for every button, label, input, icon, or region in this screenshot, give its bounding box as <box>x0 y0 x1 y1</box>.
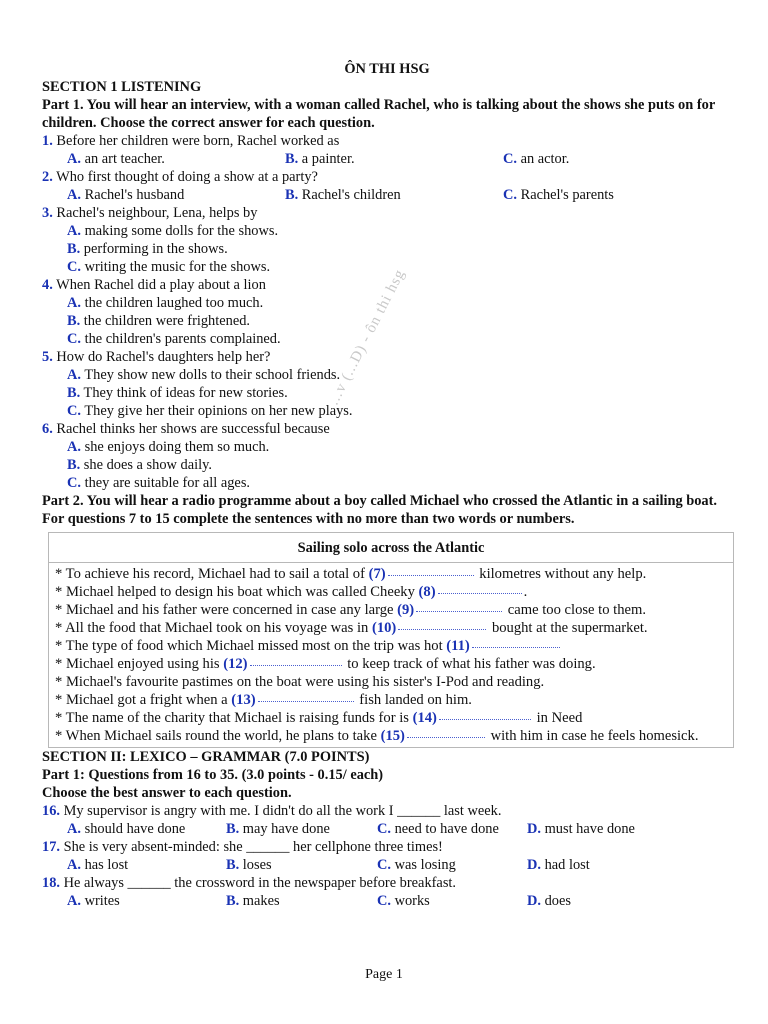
document-title: ÔN THI HSG <box>344 61 430 77</box>
section2-questions <box>42 802 732 910</box>
blank-number: (9) <box>397 602 415 618</box>
option <box>42 474 732 492</box>
question-stem: 16. My supervisor is angry with me. I didn't do all the work I ______ last week. <box>42 803 502 819</box>
option-text: A. the children laughed too much. <box>67 295 264 311</box>
option-letter: B. <box>226 821 240 837</box>
blank-number: (11) <box>446 638 470 654</box>
option-text: C. they are suitable for all ages. <box>67 475 251 491</box>
option-text: B. she does a show daily. <box>67 457 212 473</box>
document-page <box>42 60 732 910</box>
option-letter: A. <box>67 367 81 383</box>
question-stem: 17. She is very absent-minded: she ______ her cellphone three times! <box>42 839 443 855</box>
option-letter: A. <box>67 295 81 311</box>
option-row <box>42 820 732 838</box>
watermark: ...v (...D) - ôn thi hsg <box>325 266 409 408</box>
option: B. Rachel's children <box>285 187 401 203</box>
option-text: B. the children were frightened. <box>67 313 251 329</box>
option: B. may have done <box>226 821 330 837</box>
option: A. has lost <box>67 857 129 873</box>
option-letter: A. <box>67 439 81 455</box>
question-number: 17. <box>42 839 60 855</box>
option <box>42 330 732 348</box>
blank-line <box>388 574 474 576</box>
option: C. an actor. <box>503 151 570 167</box>
option: D. must have done <box>527 821 635 837</box>
option: A. an art teacher. <box>67 151 165 167</box>
option: C. Rachel's parents <box>503 187 614 203</box>
section2-part1: Part 1: Questions from 16 to 35. (3.0 points - 0.15/ each) <box>42 767 384 783</box>
option-letter: A. <box>67 857 81 873</box>
option-text: A. she enjoys doing them so much. <box>67 439 270 455</box>
blank-line <box>250 664 342 666</box>
option-letter: A. <box>67 893 81 909</box>
question-number: 3. <box>42 205 53 221</box>
box-line: * To achieve his record, Michael had to sail a total of (7) kilometres without any help. <box>55 566 647 582</box>
option-row <box>42 186 732 204</box>
option-letter: B. <box>67 385 81 401</box>
box-line: * Michael got a fright when a (13) fish landed on him. <box>55 692 472 708</box>
option-letter: B. <box>67 457 81 473</box>
option <box>42 438 732 456</box>
option-letter: D. <box>527 857 541 873</box>
question-number: 2. <box>42 169 53 185</box>
box-line: * All the food that Michael took on his voyage was in (10) bought at the supermarket. <box>55 620 648 636</box>
option: D. had lost <box>527 857 590 873</box>
option-letter: B. <box>67 313 81 329</box>
question-stem: 6. Rachel thinks her shows are successful because <box>42 421 330 437</box>
option-text: B. performing in the shows. <box>67 241 228 257</box>
section2-instructions: Choose the best answer to each question. <box>42 785 292 801</box>
option <box>42 222 732 240</box>
option-letter: B. <box>226 857 240 873</box>
option: C. works <box>377 893 430 909</box>
question-stem: 4. When Rachel did a play about a lion <box>42 277 266 293</box>
page-footer: Page 1 <box>365 967 403 982</box>
question-stem: 2. Who first thought of doing a show at a party? <box>42 169 318 185</box>
blank-line <box>472 646 560 648</box>
question-number: 18. <box>42 875 60 891</box>
option: C. need to have done <box>377 821 499 837</box>
sailing-box-body <box>49 563 733 747</box>
box-line: * The type of food which Michael missed most on the trip was hot (11) <box>55 637 725 655</box>
option: B. makes <box>226 893 280 909</box>
blank-number: (10) <box>371 620 397 636</box>
section1-heading: SECTION 1 LISTENING <box>42 79 202 95</box>
option <box>42 384 732 402</box>
option <box>42 456 732 474</box>
option <box>42 258 732 276</box>
option-letter: C. <box>377 821 391 837</box>
blank-number: (13) <box>231 692 256 708</box>
option: C. was losing <box>377 857 456 873</box>
option <box>42 402 732 420</box>
question-number: 6. <box>42 421 53 437</box>
option-text: C. the children's parents complained. <box>67 331 281 347</box>
blank-line <box>407 736 485 738</box>
option-letter: B. <box>285 151 299 167</box>
question-stem: 3. Rachel's neighbour, Lena, helps by <box>42 205 258 221</box>
option-letter: C. <box>503 151 517 167</box>
box-line: * Michael helped to design his boat which was called Cheeky (8) . <box>55 584 528 600</box>
option-text: A. making some dolls for the shows. <box>67 223 279 239</box>
option: A. should have done <box>67 821 186 837</box>
blank-number: (12) <box>223 656 248 672</box>
option-letter: C. <box>377 893 391 909</box>
option-letter: C. <box>503 187 517 203</box>
option-letter: A. <box>67 187 81 203</box>
part2-instructions: Part 2. You will hear a radio programme about a boy called Michael who crossed the Atlantic in a sailing boat. For questions 7 to 15 complete the sentences with no more than two words or numbers. <box>42 493 718 527</box>
option: D. does <box>527 893 571 909</box>
part1-instructions: Part 1. You will hear an interview, with a woman called Rachel, who is talking about the shows she puts on for children. Choose the correct answer for each question. <box>42 97 715 131</box>
question-stem: 1. Before her children were born, Rachel worked as <box>42 133 340 149</box>
blank-number: (14) <box>412 710 437 726</box>
option-letter: D. <box>527 821 541 837</box>
blank-line <box>438 592 522 594</box>
question-stem: 18. He always ______ the crossword in the newspaper before breakfast. <box>42 875 457 891</box>
option-letter: C. <box>377 857 391 873</box>
option-text: C. writing the music for the shows. <box>67 259 271 275</box>
box-line: * When Michael sails round the world, he plans to take (15) with him in case he feels homesick. <box>55 728 699 744</box>
question-number: 16. <box>42 803 60 819</box>
blank-number: (7) <box>368 566 386 582</box>
box-line: * Michael enjoyed using his (12) to keep track of what his father was doing. <box>55 656 596 672</box>
blank-line <box>258 700 354 702</box>
blank-line <box>416 610 502 612</box>
option <box>42 240 732 258</box>
question-number: 4. <box>42 277 53 293</box>
blank-number: (15) <box>380 728 405 744</box>
option-row <box>42 150 732 168</box>
option-letter: C. <box>67 331 81 347</box>
option: B. loses <box>226 857 272 873</box>
option-row <box>42 892 732 910</box>
question-number: 1. <box>42 133 53 149</box>
blank-line <box>439 718 531 720</box>
option-letter: A. <box>67 151 81 167</box>
option-letter: B. <box>285 187 299 203</box>
sailing-box-title: Sailing solo across the Atlantic <box>49 533 733 563</box>
option-letter: A. <box>67 821 81 837</box>
box-line: * Michael and his father were concerned in case any large (9) came too close to them. <box>55 602 646 618</box>
option-letter: C. <box>67 475 81 491</box>
option-letter: C. <box>67 259 81 275</box>
option: A. writes <box>67 893 120 909</box>
option: A. Rachel's husband <box>67 187 185 203</box>
blank-number: (8) <box>418 584 436 600</box>
option-letter: C. <box>67 403 81 419</box>
sailing-box <box>48 532 734 748</box>
question-stem: 5. How do Rachel's daughters help her? <box>42 349 271 365</box>
option: B. a painter. <box>285 151 355 167</box>
option-text: B. They think of ideas for new stories. <box>67 385 288 401</box>
box-line: * Michael's favourite pastimes on the boat were using his sister's I-Pod and reading. <box>55 674 545 690</box>
option-letter: A. <box>67 223 81 239</box>
option-letter: B. <box>226 893 240 909</box>
option-letter: B. <box>67 241 81 257</box>
option-row <box>42 856 732 874</box>
blank-line <box>398 628 486 630</box>
option-text: C. They give her their opinions on her new plays. <box>67 403 353 419</box>
box-line: * The name of the charity that Michael is raising funds for is (14) in Need <box>55 710 583 726</box>
option-letter: D. <box>527 893 541 909</box>
option <box>42 366 732 384</box>
section2-heading: SECTION II: LEXICO – GRAMMAR (7.0 POINTS) <box>42 749 370 765</box>
question-number: 5. <box>42 349 53 365</box>
option-text: A. They show new dolls to their school friends. <box>67 367 341 383</box>
